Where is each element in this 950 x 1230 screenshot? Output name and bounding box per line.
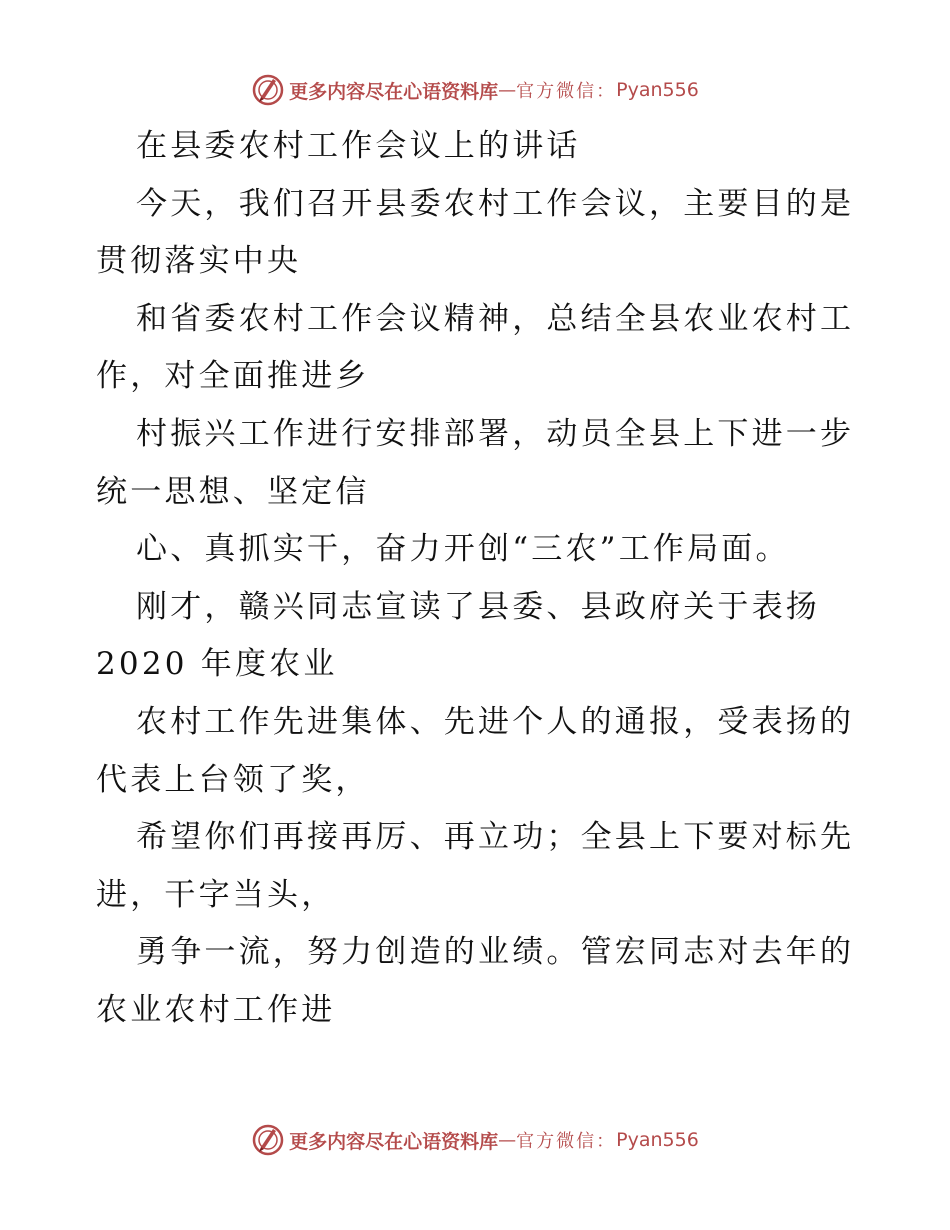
paragraph-line: 和省委农村工作会议精神，总结全县农业农村工 xyxy=(136,300,855,337)
watermark-separator: — xyxy=(498,79,517,101)
paragraph-line: 代表上台领了奖， xyxy=(96,761,370,798)
paragraph-line: 今天，我们召开县委农村工作会议，主要目的是 xyxy=(136,185,855,222)
document-title: 在县委农村工作会议上的讲话 xyxy=(136,128,581,164)
footer-watermark xyxy=(0,1120,950,1160)
paragraph-line: 心、真抓实干，奋力开创“三农”工作局面。 xyxy=(136,531,790,568)
watermark-wechat-label: 官方微信： xyxy=(516,1131,617,1152)
watermark-main-text: 更多内容尽在心语资料库 xyxy=(289,80,499,103)
paragraph-line: 作，对全面推进乡 xyxy=(96,358,370,395)
paragraph-line: 统一思想、坚定信 xyxy=(96,473,370,510)
paragraph-line: 希望你们再接再厉、再立功；全县上下要对标先 xyxy=(136,819,855,856)
header-watermark xyxy=(0,70,950,110)
watermark-wechat-label: 官方微信： xyxy=(516,81,617,102)
watermark-separator: — xyxy=(498,1129,517,1151)
paragraph-line: 村振兴工作进行安排部署，动员全县上下进一步 xyxy=(136,415,855,452)
document-body xyxy=(96,118,856,1040)
paragraph-line: 农村工作先进集体、先进个人的通报，受表扬的 xyxy=(136,703,855,740)
watermark-wechat-id: Pyan556 xyxy=(616,1129,699,1151)
paragraph-line: 刚才，赣兴同志宣读了县委、县政府关于表扬 xyxy=(136,588,820,625)
pen-logo-icon xyxy=(251,1123,285,1157)
pen-logo-icon xyxy=(251,73,285,107)
paragraph-line: 贯彻落实中央 xyxy=(96,243,302,280)
paragraph-line: 勇争一流，努力创造的业绩。管宏同志对去年的 xyxy=(136,934,855,971)
watermark-wechat-id: Pyan556 xyxy=(616,79,699,101)
paragraph-line: 农业农村工作进 xyxy=(96,991,336,1028)
paragraph-line: 2020 年度农业 xyxy=(96,646,338,683)
watermark-main-text: 更多内容尽在心语资料库 xyxy=(289,1130,499,1153)
paragraph-line: 进，干字当头， xyxy=(96,876,336,913)
